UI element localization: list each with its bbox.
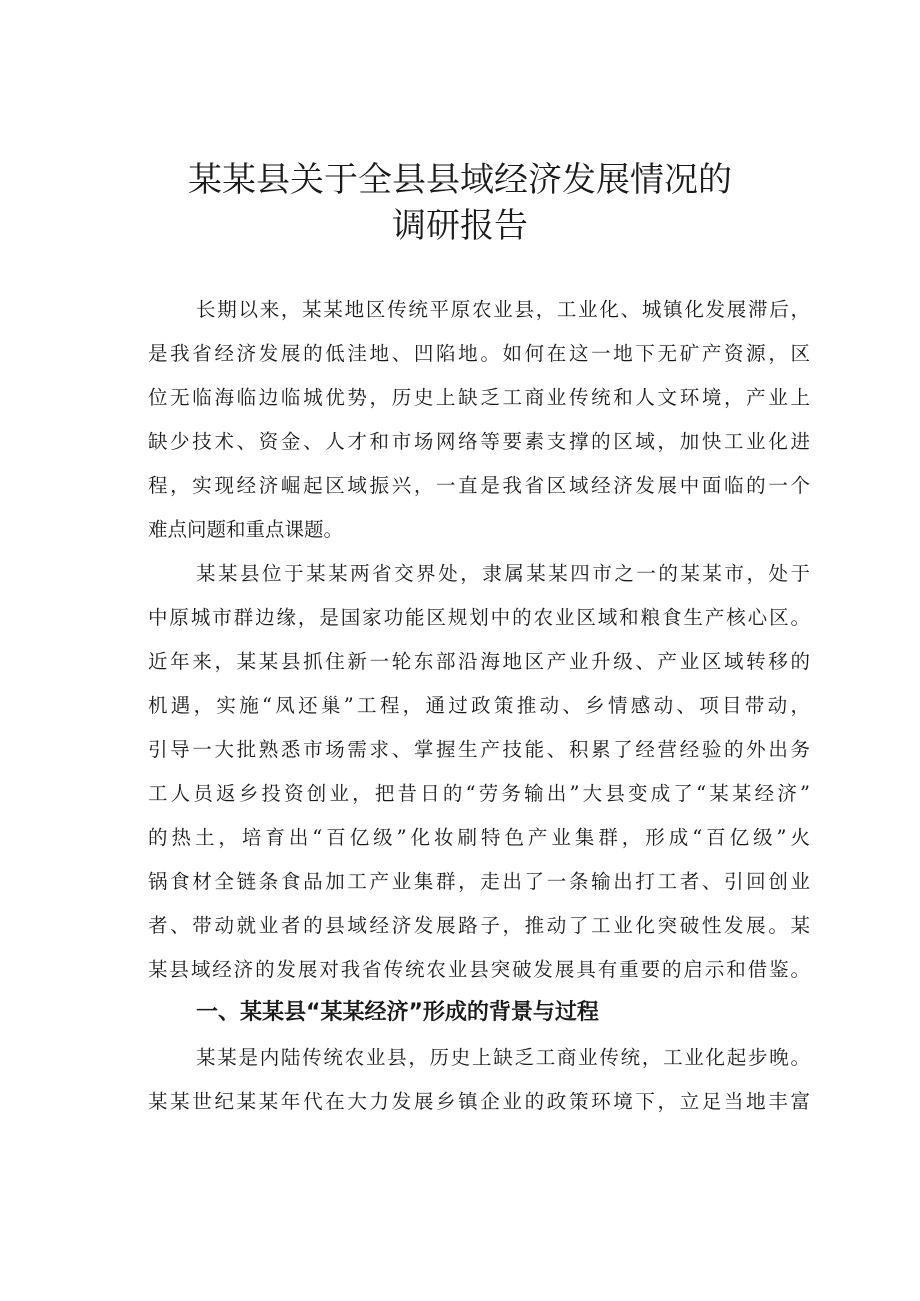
paragraph-line: 某某是内陆传统农业县，历史上缺乏工商业传统，工业化起步晚。 [196,1046,810,1069]
paragraph-line: 程，实现经济崛起区域振兴，一直是我省区域经济发展中面临的一个 [148,474,810,497]
paragraph-line: 缺少技术、资金、人才和市场网络等要素支撑的区域，加快工业化进 [148,430,810,453]
document-title-line-2: 调研报告 [392,206,528,246]
paragraph-line: 引导一大批熟悉市场需求、掌握生产技能、积累了经营经验的外出务 [148,738,810,761]
paragraph-line: 中原城市群边缘，是国家功能区规划中的农业区域和粮食生产核心区。 [148,606,810,629]
paragraph-line: 难点问题和重点课题。 [148,518,344,541]
paragraph-line: 工人员返乡投资创业，把昔日的“劳务输出”大县变成了“某某经济” [148,782,810,805]
paragraph-line: 某某县位于某某两省交界处，隶属某某四市之一的某某市，处于 [196,562,810,585]
paragraph-line: 长期以来，某某地区传统平原农业县，工业化、城镇化发展滞后， [196,298,810,321]
paragraph-line: 机遇，实施“凤还巢”工程，通过政策推动、乡情感动、项目带动， [148,694,810,717]
paragraph-line: 是我省经济发展的低洼地、凹陷地。如何在这一地下无矿产资源，区 [148,342,810,365]
paragraph-line: 的热土，培育出“百亿级”化妆刷特色产业集群，形成“百亿级”火 [148,826,810,849]
document-title-line-1: 某某县关于全县县域经济发展情况的 [188,160,732,200]
paragraph-line: 位无临海临边临城优势，历史上缺乏工商业传统和人文环境，产业上 [148,386,810,409]
paragraph-line: 某某世纪某某年代在大力发展乡镇企业的政策环境下，立足当地丰富 [148,1090,810,1113]
paragraph-line: 近年来，某某县抓住新一轮东部沿海地区产业升级、产业区域转移的 [148,650,810,673]
section-heading: 一、某某县“某某经济”形成的背景与过程 [196,1000,599,1025]
paragraph-line: 者、带动就业者的县域经济发展路子，推动了工业化突破性发展。某 [148,914,810,937]
paragraph-line: 锅食材全链条食品加工产业集群，走出了一条输出打工者、引回创业 [148,870,810,893]
paragraph-line: 某县域经济的发展对我省传统农业县突破发展具有重要的启示和借鉴。 [148,958,810,981]
